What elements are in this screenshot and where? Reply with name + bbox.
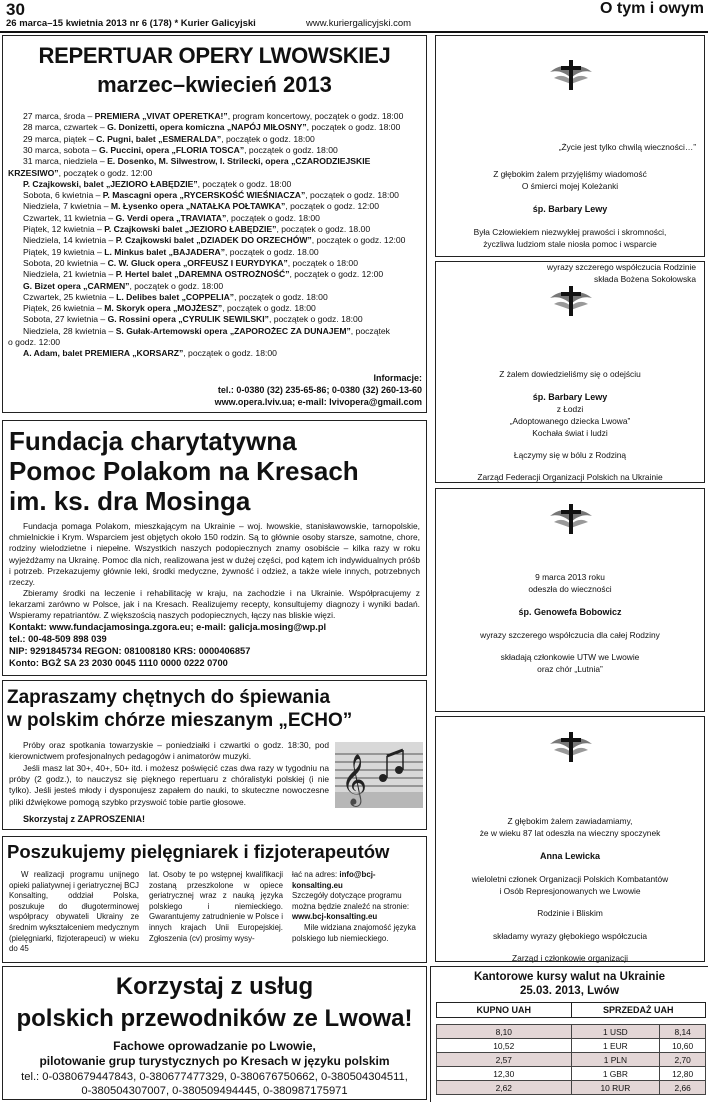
schedule-date: Czwartek, 11 kwietnia – (23, 212, 116, 223)
section-title: O tym i owym (599, 0, 704, 17)
schedule-line (23, 258, 420, 269)
schedule-date: Niedziela, 7 kwietnia – (23, 201, 111, 212)
schedule-date: o godz. 12:00 (8, 337, 61, 347)
deceased-name: śp. Genowefa Bobowicz (518, 607, 622, 617)
obituary-line: Zarząd i członkowie organizacji (512, 953, 628, 963)
schedule-line (23, 235, 420, 246)
choir-box (2, 680, 427, 830)
schedule-line (23, 303, 420, 314)
schedule-time: , początek o godz. 12:00 (285, 201, 379, 212)
obituary-card (435, 488, 705, 712)
obituary-line: Z głębokim żalem zawiadamiamy, (507, 816, 633, 826)
schedule-line (23, 314, 420, 325)
schedule-performance: S. Gułak-Artemowski opera „ZAPOROŻEC ZA DUNAJEM” (115, 325, 351, 336)
schedule-performance: G. Puccini, opera „FLORIA TOSCA” (98, 144, 245, 155)
nurses-title: Poszukujemy pielęgniarek i fizjoterapeutów (7, 841, 390, 862)
currency-row (437, 1053, 706, 1067)
opera-info-www[interactable]: www.opera.lviv.ua; e-mail: lvivopera@gmail.com (214, 397, 422, 407)
website[interactable]: www.kuriergalicyjski.com (306, 18, 412, 29)
buy-rate: 2,62 (437, 1081, 572, 1095)
schedule-date: Czwartek, 25 kwietnia – (23, 291, 117, 302)
foundation-title-2: Pomoc Polakom na Kresach (9, 456, 359, 486)
schedule-time: , początek o godz. 18:00 (221, 133, 315, 144)
obituary-line: Łączymy się w bólu z Rodziną (513, 450, 627, 460)
choir-paragraph-2: Jeśli masz lat 30+, 40+, 50+ itd. i możesz poświęcić czas dwa razy w tygodniu na próby (2 godz.), to nauczysz się pięknego repertuaru z chóralistyki polskiej (i nie tylko). Jeśli jesteś młody i dysponujesz zapałem do nauki, to skuteczne nowoczesne pliki dźwiękowe pomogą szybko przyswoić tobie partie głosowe. (9, 763, 329, 807)
schedule-performance: P. Mascagni opera „RYCERSKOŚĆ WIEŚNIACZA” (102, 190, 306, 201)
schedule-performance: A. Adam, balet PREMIERA „KORSARZ” (23, 348, 184, 359)
currency-row (437, 1067, 706, 1081)
currency-box (430, 966, 708, 1102)
schedule-time: , początek o godz. 18.00 (225, 246, 319, 257)
schedule-date: Niedziela, 14 kwietnia – (23, 235, 116, 246)
currency-title: Kantorowe kursy walut na Ukrainie (473, 971, 666, 983)
deceased-name: Anna Lewicka (539, 851, 601, 861)
obituary-line: Z głębokim żalem przyjęliśmy wiadomość (493, 169, 647, 179)
obituary-card (435, 716, 705, 962)
schedule-date: 28 marca, czwartek – (23, 122, 108, 133)
schedule-time: , początek o godz. 18:00 (306, 122, 401, 133)
currency-table (436, 1002, 706, 1095)
obituary-line: Zarząd Federacji Organizacji Polskich na Ukrainie (477, 472, 663, 482)
schedule-line (23, 179, 420, 190)
schedule-performance: KRZESIWO” (8, 167, 59, 178)
schedule-line (23, 134, 420, 145)
foundation-nip: NIP: 9291845734 REGON: 081008180 KRS: 0000406857 (9, 646, 251, 656)
buy-rate: 2,57 (437, 1053, 572, 1067)
currency-unit: 1 EUR (571, 1039, 660, 1053)
schedule-performance: C. W. Gluck opera „ORFEUSZ I EURYDYKA” (107, 257, 288, 268)
schedule-date: Niedziela, 28 kwietnia – (23, 325, 116, 336)
schedule-line (23, 348, 420, 359)
foundation-tel: tel.: 00-48-509 898 039 (9, 634, 107, 644)
obituary-line: wyrazy szczerego współczucia Rodzinie (547, 262, 696, 272)
schedule-line (23, 247, 420, 258)
nurses-languages: Mile widziana znajomość języka polskiego lub niemieckiego. (292, 922, 416, 943)
schedule-time: , początek o godz. 12:00 (58, 167, 153, 178)
obituary-line: Rodzinie i Bliskim (537, 908, 603, 918)
currency-unit: 1 PLN (571, 1053, 660, 1067)
obituary-line: składamy wyrazy głębokiego współczucia (492, 931, 648, 941)
obituary-line: Kochała świat i ludzi (532, 428, 608, 438)
obituary-line: wyrazy szczerego współczucia dla całej Rodziny (480, 630, 660, 640)
schedule-performance: G. Donizetti, opera komiczna „NAPÓJ MIŁOSNY” (107, 122, 307, 133)
schedule-line (8, 337, 420, 348)
schedule-date: 31 marca, niedziela – (23, 156, 108, 167)
guides-subtitle-1: Fachowe oprowadzanie po Lwowie, (113, 1039, 316, 1053)
obituary-line: wieloletni członek Organizacji Polskich Kombatantów (471, 874, 669, 884)
obituary-line: „Życie jest tylko chwilą wieczności…” (558, 142, 696, 152)
sell-rate: 2,66 (660, 1081, 706, 1095)
guides-phones-2: 0-380504307007, 0-380509494445, 0-380987175971 (81, 1085, 348, 1097)
schedule-date: Niedziela, 21 kwietnia – (23, 269, 116, 280)
page-number: 30 (6, 0, 25, 19)
choir-title-1: Zapraszamy chętnych do śpiewania (7, 687, 331, 708)
schedule-performance: L. Delibes balet „COPPELIA” (116, 291, 235, 302)
obituary-line: O śmierci mojej Koleżanki (521, 181, 619, 191)
choir-paragraph-1: Próby oraz spotkania towarzyskie – poniedziałki i czwartki o godz. 18:30, pod kierownictwem profesjonalnych pedagogów i animatorów muzyki. (9, 740, 329, 762)
opera-subtitle: marzec–kwiecień 2013 (97, 72, 332, 97)
buy-rate: 8,10 (437, 1025, 572, 1039)
schedule-performance: G. Bizet opera „CARMEN” (23, 280, 130, 291)
schedule-line (23, 213, 420, 224)
schedule-time: , początek o godz. 18:00 (129, 280, 224, 291)
foundation-title-1: Fundacja charytatywna (9, 426, 297, 456)
sell-header: SPRZEDAŻ UAH (571, 1003, 706, 1018)
schedule-date: Piątek, 26 kwietnia – (23, 303, 105, 314)
schedule-date: 27 marca, środa – (23, 111, 95, 121)
schedule-performance: L. Minkus balet „BAJADERA” (104, 246, 226, 257)
schedule-line (8, 168, 420, 179)
schedule-line (23, 326, 420, 337)
header-rule (0, 31, 708, 33)
opera-info-tel: tel.: 0-0380 (32) 235-65-86; 0-0380 (32) 260-13-60 (217, 385, 422, 395)
schedule-date: 30 marca, sobota – (23, 144, 99, 155)
obituary-line: 9 marca 2013 roku (535, 572, 605, 582)
schedule-time: , początek (350, 325, 390, 336)
guides-box (2, 966, 427, 1100)
schedule-time: , początek o godz. 18:00 (183, 348, 277, 359)
opera-info-label: Informacje: (373, 373, 422, 383)
choir-invite: Skorzystaj z ZAPROSZENIA! (23, 814, 146, 824)
schedule-performance: E. Dosenko, M. Silwestrow, I. Strilecki, opera „CZARODZIEJSKIE (107, 156, 371, 167)
obituary-card (435, 35, 705, 284)
schedule-date: Piątek, 12 kwietnia – (23, 224, 105, 234)
schedule-line (23, 292, 420, 303)
obituary-line: składają członkowie UTW we Lwowie (500, 652, 640, 662)
sell-rate: 8,14 (660, 1025, 706, 1039)
schedule-time: , początek o godz. 18.00 (276, 224, 371, 234)
music-notes-image (335, 742, 423, 808)
currency-unit: 1 USD (571, 1025, 660, 1039)
schedule-time: , początek o godz. 18:00 (305, 190, 399, 201)
schedule-time: , początek o 18:00 (287, 257, 358, 268)
obituary-line: Z żalem dowiedzieliśmy się o odejściu (499, 369, 641, 379)
opera-title: REPERTUAR OPERY LWOWSKIEJ (38, 43, 391, 68)
nurses-details: Szczegóły dotyczące programu można będzie znaleźć na stronie: (292, 891, 410, 911)
choir-title-2: w polskim chórze mieszanym „ECHO” (7, 710, 353, 731)
buy-header: KUPNO UAH (437, 1003, 572, 1018)
guides-title-2: polskich przewodników ze Lwowa! (16, 1005, 413, 1032)
schedule-date: Sobota, 20 kwietnia – (23, 257, 108, 268)
schedule-performance: P. Hertel balet „DAREMNA OSTROŻNOŚĆ” (115, 269, 290, 280)
svg-text:𝄞: 𝄞 (341, 754, 368, 805)
schedule-performance: M. Łysenko opera „NATAŁKA POŁTAWKA” (110, 201, 286, 212)
schedule-performance: M. Skoryk opera „MOJŻESZ” (104, 303, 223, 314)
opera-box (2, 35, 427, 413)
schedule-performance: C. Pugni, balet „ESMERALDA” (96, 133, 222, 144)
schedule-line (23, 281, 420, 292)
schedule-performance: G. Rossini opera „CYRULIK SEWILSKI” (107, 314, 269, 325)
sell-rate: 10,60 (660, 1039, 706, 1053)
schedule-performance: P. Czajkowski balet „JEZIORO ŁABĘDZIE” (104, 224, 277, 234)
schedule-line (23, 111, 420, 122)
schedule-time: , początek o godz. 18:00 (268, 314, 363, 325)
schedule-line (23, 201, 420, 212)
schedule-line (23, 122, 420, 133)
schedule-performance: PREMIERA „VIVAT OPERETKA!” (94, 111, 228, 121)
obituary-line: Była Człowiekiem niezwykłej prawości i skromności, (473, 227, 667, 237)
schedule-line (23, 224, 420, 235)
foundation-title-3: im. ks. dra Mosinga (9, 486, 251, 516)
deceased-name: śp. Barbary Lewy (532, 392, 608, 402)
currency-date: 25.03. 2013, Lwów (519, 985, 620, 997)
sell-rate: 2,70 (660, 1053, 706, 1067)
schedule-date: Piątek, 19 kwietnia – (23, 246, 105, 257)
schedule-performance: G. Verdi opera „TRAVIATA” (115, 212, 227, 223)
foundation-contact[interactable]: Kontakt: www.fundacjamosinga.zgora.eu; e-mail: galicja.mosing@wp.pl (9, 622, 327, 632)
foundation-account: Konto: BGŻ SA 23 2030 0045 1110 0000 0222 0700 (9, 658, 228, 668)
obituary-card (435, 261, 705, 483)
currency-row (437, 1081, 706, 1095)
nurses-column-1: W realizacji programu unijnego opieki paliatywnej i geriatrycznej BCJ Konsalting, oddział Polska, poszukuje do długoterminowej współpracy obywateli Ukrainy ze średnim wykształceniem medycznym (pielęgniarki, fizjoterapeuci) w wieku do 45 (9, 870, 139, 954)
nurses-website[interactable]: www.bcj-konsalting.eu (292, 912, 378, 922)
obituary-line: „Adoptowanego dziecka Lwowa” (509, 416, 631, 426)
schedule-line (23, 190, 420, 201)
schedule-date: 29 marca, piątek – (23, 133, 97, 144)
nurses-email-prefix: łać na adres: (292, 870, 340, 879)
buy-rate: 10,52 (437, 1039, 572, 1053)
currency-header-row (437, 1003, 706, 1018)
obituary-line: z Łodzi (556, 404, 584, 414)
schedule-time: , początek o godz. 12:00 (311, 235, 406, 246)
guides-title-1: Korzystaj z usług (115, 973, 314, 1000)
schedule-time: , program koncertowy, początek o godz. 18:00 (227, 111, 404, 121)
obituary-line: odeszła do wieczności (528, 584, 612, 594)
cross-icon (548, 502, 594, 536)
currency-row (437, 1039, 706, 1053)
foundation-paragraph-2: Zbieramy środki na leczenie i rehabilitację w kraju, na zachodzie i na Ukrainie. Współpracujemy z lekarzami zarówno w Polsce, jak i na Kresach. Realizujemy recepty, konsultujemy diagnozy i wyniki badań. Wspieramy repatriantów. Z większością naszych podopiecznych, łączy nas bliskie więzi. (9, 588, 420, 621)
obituary-line: oraz chór „Lutnia” (537, 664, 603, 674)
cross-icon (548, 58, 594, 92)
schedule-time: , początek o godz. 18:00 (244, 144, 338, 155)
currency-unit: 1 GBR (571, 1067, 660, 1081)
guides-subtitle-2: pilotowanie grup turystycznych po Kresach w języku polskim (39, 1054, 390, 1068)
nurses-email[interactable]: info@bcj-konsalting.eu (292, 870, 376, 890)
cross-icon (548, 284, 594, 318)
schedule-time: , początek o godz. 18:00 (234, 291, 328, 302)
obituary-line: składa Bożena Sokołowska (594, 274, 696, 284)
currency-row (437, 1025, 706, 1039)
schedule-time: , początek o godz. 18:00 (226, 212, 320, 223)
schedule-line (23, 269, 420, 280)
foundation-paragraph-1: Fundacja pomaga Polakom, mieszkającym na Ukrainie – woj. lwowskie, stanisławowskie, tarnopolskie, chmielnickie i Krym. Wsparciem jest objętych około 150 rodzin. Są to głównie osoby starsze, samotne, chore, rodziny wielodzietne i niepełne. Wszystkich naszych podopiecznych znamy osobiście – kilka razy w roku wyjeżdżamy na Ukrainę. Pomoc dla nich, realizowana jest w dużej części, pod kątem ich indywidualnych próśb i potrzeb. Przekazujemy głównie leki, środki medyczne, żywność i odzież, a także wiele innych, potrzebnych rzeczy. (9, 521, 420, 588)
sell-rate: 12,80 (660, 1067, 706, 1081)
nurses-box (2, 836, 427, 963)
issue-line: 26 marca–15 kwietnia 2013 nr 6 (178) * Kurier Galicyjski (6, 18, 256, 29)
schedule-time: , początek o godz. 18:00 (222, 303, 316, 314)
deceased-name: śp. Barbary Lewy (532, 204, 608, 214)
nurses-column-3 (292, 870, 423, 944)
schedule-time: , początek o godz. 18:00 (197, 178, 292, 189)
schedule-performance: P. Czajkowski, balet „JEZIORO ŁABĘDZIE” (23, 178, 198, 189)
schedule-date: Sobota, 6 kwietnia – (23, 190, 103, 201)
schedule-line (23, 145, 420, 156)
currency-unit: 10 RUR (571, 1081, 660, 1095)
schedule-time: , początek o godz. 12:00 (289, 269, 384, 280)
guides-phones-1: tel.: 0-0380679447843, 0-380677477329, 0-380676750662, 0-380504304511, (21, 1071, 408, 1083)
buy-rate: 12,30 (437, 1067, 572, 1081)
schedule-date: Sobota, 27 kwietnia – (23, 314, 108, 325)
foundation-box (2, 420, 427, 676)
cross-icon (548, 730, 594, 764)
nurses-column-2: lat. Osoby te po wstępnej kwalifikacji zostaną przeszkolone w opiece geriatrycznej wraz z nauką języka polskiego i niemieckiego. Gwarantujemy zatrudnienie w Polsce i innych krajach Unii Europejskiej. Zgłoszenia (cv) prosimy wysy- (149, 870, 283, 943)
schedule-line (23, 156, 420, 167)
schedule-performance: P. Czajkowski balet „DZIADEK DO ORZECHÓW” (115, 235, 312, 246)
obituary-line: że w wieku 87 lat odeszła na wieczny spoczynek (479, 828, 661, 838)
obituary-line: i Osób Represjonowanych we Lwowie (499, 886, 641, 896)
obituary-line: życzliwa ludziom stale niosła pomoc i wsparcie (483, 239, 657, 249)
